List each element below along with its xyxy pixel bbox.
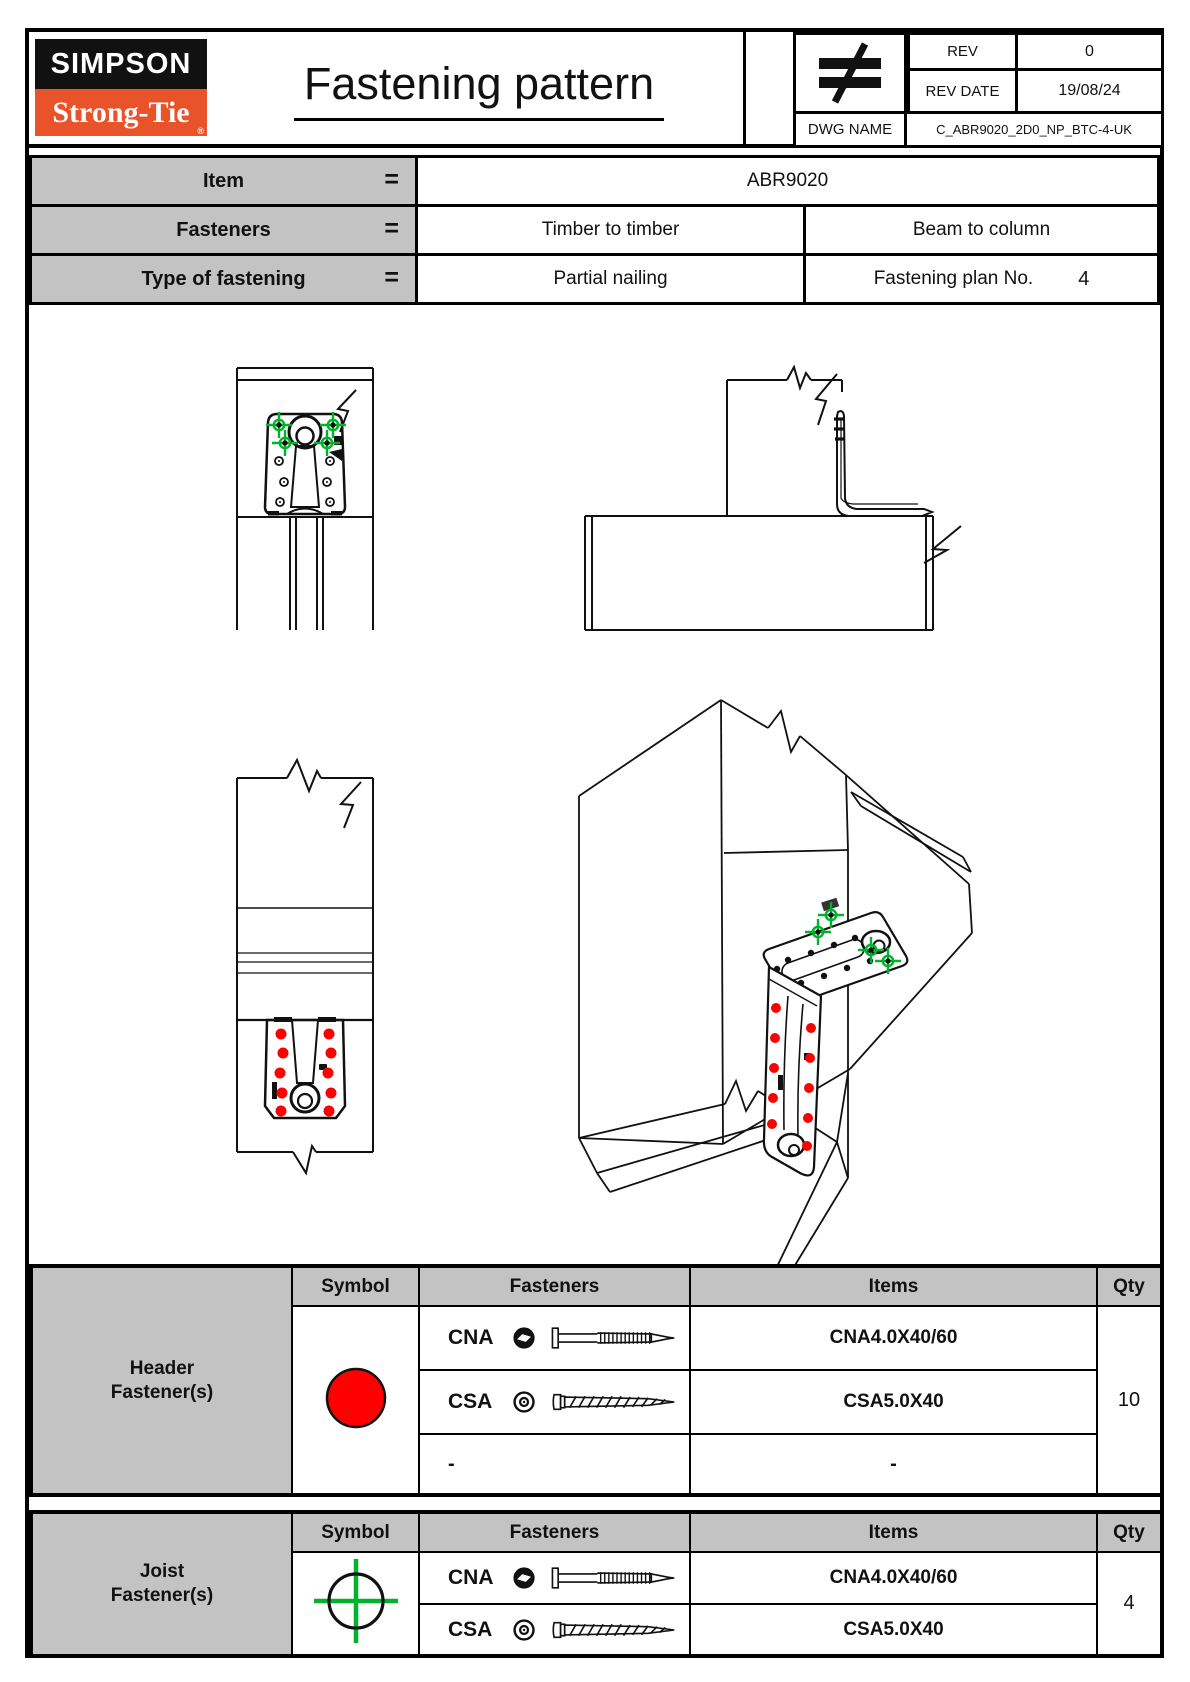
column-header-symbol: Symbol	[292, 1266, 419, 1306]
rev-value-cell: 0	[1015, 32, 1164, 71]
fastening-plan-number: 4	[1078, 267, 1090, 290]
type-value-cell: Partial nailing	[415, 256, 803, 302]
column-header-symbol: Symbol	[292, 1512, 419, 1552]
equals-sign: =	[384, 263, 399, 292]
cna-nail-head-icon	[512, 1565, 536, 1591]
title-block-divider	[743, 32, 746, 148]
fastener-cell-csa	[419, 1604, 690, 1656]
break-mark-icon	[768, 711, 800, 752]
equals-sign: =	[384, 214, 399, 243]
wood-screw-icon	[550, 1615, 689, 1645]
registered-trademark-icon: ®	[197, 126, 204, 136]
dwg-name-value-cell: C_ABR9020_2D0_NP_BTC-4-UK	[904, 111, 1164, 148]
joist-fastener-qty: 4	[1097, 1552, 1162, 1656]
green-crosshair-circle-icon	[308, 1553, 404, 1649]
page-title: Fastening pattern	[294, 58, 664, 121]
fastener-cell-cna	[419, 1306, 690, 1370]
header-fastener-symbol-cell	[292, 1306, 419, 1495]
group-label-line2: Fastener(s)	[110, 1585, 214, 1606]
break-mark-icon	[816, 374, 837, 425]
dash-placeholder: -	[890, 1452, 897, 1475]
type-of-fastening-label: Type of fastening	[141, 267, 306, 290]
red-circle-icon	[323, 1365, 389, 1431]
item-cell: CNA4.0X40/60	[690, 1306, 1097, 1370]
bracket-profile	[834, 411, 932, 516]
sheet-title	[199, 58, 759, 121]
item-cell: CNA4.0X40/60	[690, 1552, 1097, 1604]
header-fastener-qty: 10	[1097, 1306, 1162, 1495]
logo-simpson-text: SIMPSON	[35, 39, 207, 89]
column-header-items: Items	[690, 1266, 1097, 1306]
item-cell	[690, 1434, 1097, 1495]
fasteners-value1-cell: Timber to timber	[415, 207, 803, 253]
group-label-line2: Fastener(s)	[110, 1381, 214, 1403]
item-label: Item	[202, 169, 245, 192]
sheet-header-band	[29, 32, 1160, 148]
logo-strongtie-text	[35, 89, 207, 136]
fastener-cell-csa	[419, 1370, 690, 1434]
item-cell: CSA5.0X40	[690, 1370, 1097, 1434]
header-fastener-group-label	[31, 1266, 292, 1495]
projection-symbol-cell	[793, 32, 907, 114]
ring-shank-nail-icon	[550, 1323, 689, 1353]
item-cell: CSA5.0X40	[690, 1604, 1097, 1656]
dash-placeholder: -	[448, 1452, 455, 1475]
table-row	[31, 1512, 1162, 1552]
fastener-cell-empty	[419, 1434, 690, 1495]
rev-date-label-cell: REV DATE	[907, 68, 1018, 114]
spec-row-item	[29, 155, 1160, 207]
fastener-code: CSA	[448, 1617, 493, 1641]
type-label-cell	[32, 256, 415, 302]
front-view-drawing	[237, 368, 373, 630]
item-label-cell	[32, 158, 415, 204]
back-view-drawing	[237, 760, 373, 1173]
ring-shank-nail-icon	[550, 1563, 689, 1593]
fasteners-label: Fasteners	[176, 218, 271, 241]
fastener-code: CNA	[448, 1566, 494, 1589]
drawing-sheet	[25, 28, 1164, 1658]
column-header-qty: Qty	[1097, 1266, 1162, 1306]
fastening-pattern-drawing	[25, 312, 1165, 1268]
column-header-fasteners: Fasteners	[419, 1266, 690, 1306]
spec-row-type	[29, 253, 1160, 305]
section-arrow	[329, 449, 342, 461]
isometric-view-drawing	[579, 700, 972, 1268]
break-mark-icon	[725, 1081, 758, 1111]
joist-fastener-group-label	[31, 1512, 292, 1656]
fastener-code: CNA	[448, 1326, 494, 1349]
column-header-qty: Qty	[1097, 1512, 1162, 1552]
group-label-line1: Header	[129, 1357, 195, 1379]
fasteners-value2-cell: Beam to column	[803, 207, 1157, 253]
rev-label-cell: REV	[907, 32, 1018, 71]
header-fastener-table	[29, 1264, 1164, 1497]
column-header-fasteners: Fasteners	[419, 1512, 690, 1552]
fastening-plan-cell	[803, 256, 1157, 302]
header-fastener-markers-back	[275, 1029, 337, 1117]
cna-nail-head-icon	[512, 1325, 536, 1351]
fastening-plan-label: Fastening plan No.	[873, 268, 1034, 289]
not-equal-projection-icon	[807, 40, 893, 106]
csa-screw-head-icon	[512, 1617, 536, 1643]
rev-date-value-cell: 19/08/24	[1015, 68, 1164, 114]
logo-strongtie-word: Strong-Tie	[52, 95, 190, 129]
break-mark-icon	[924, 526, 961, 563]
group-label-line1: Joist	[139, 1561, 185, 1583]
table-row	[31, 1266, 1162, 1306]
joist-fastener-symbol-cell	[292, 1552, 419, 1656]
simpson-strongtie-logo	[35, 39, 207, 136]
joist-fastener-table	[29, 1510, 1164, 1658]
spec-table	[29, 155, 1160, 305]
equals-sign: =	[384, 165, 399, 194]
item-value-cell: ABR9020	[415, 158, 1157, 204]
spec-row-fasteners	[29, 204, 1160, 256]
bracket-iso-down-leg	[764, 967, 821, 1175]
column-header-items: Items	[690, 1512, 1097, 1552]
csa-screw-head-icon	[512, 1389, 536, 1415]
fastener-cell-cna	[419, 1552, 690, 1604]
fastener-code: CSA	[448, 1390, 493, 1413]
dwg-name-label-cell: DWG NAME	[793, 111, 907, 148]
break-mark-icon	[341, 782, 361, 828]
side-view-drawing	[585, 367, 961, 630]
wood-screw-icon	[550, 1387, 689, 1417]
fasteners-label-cell	[32, 207, 415, 253]
